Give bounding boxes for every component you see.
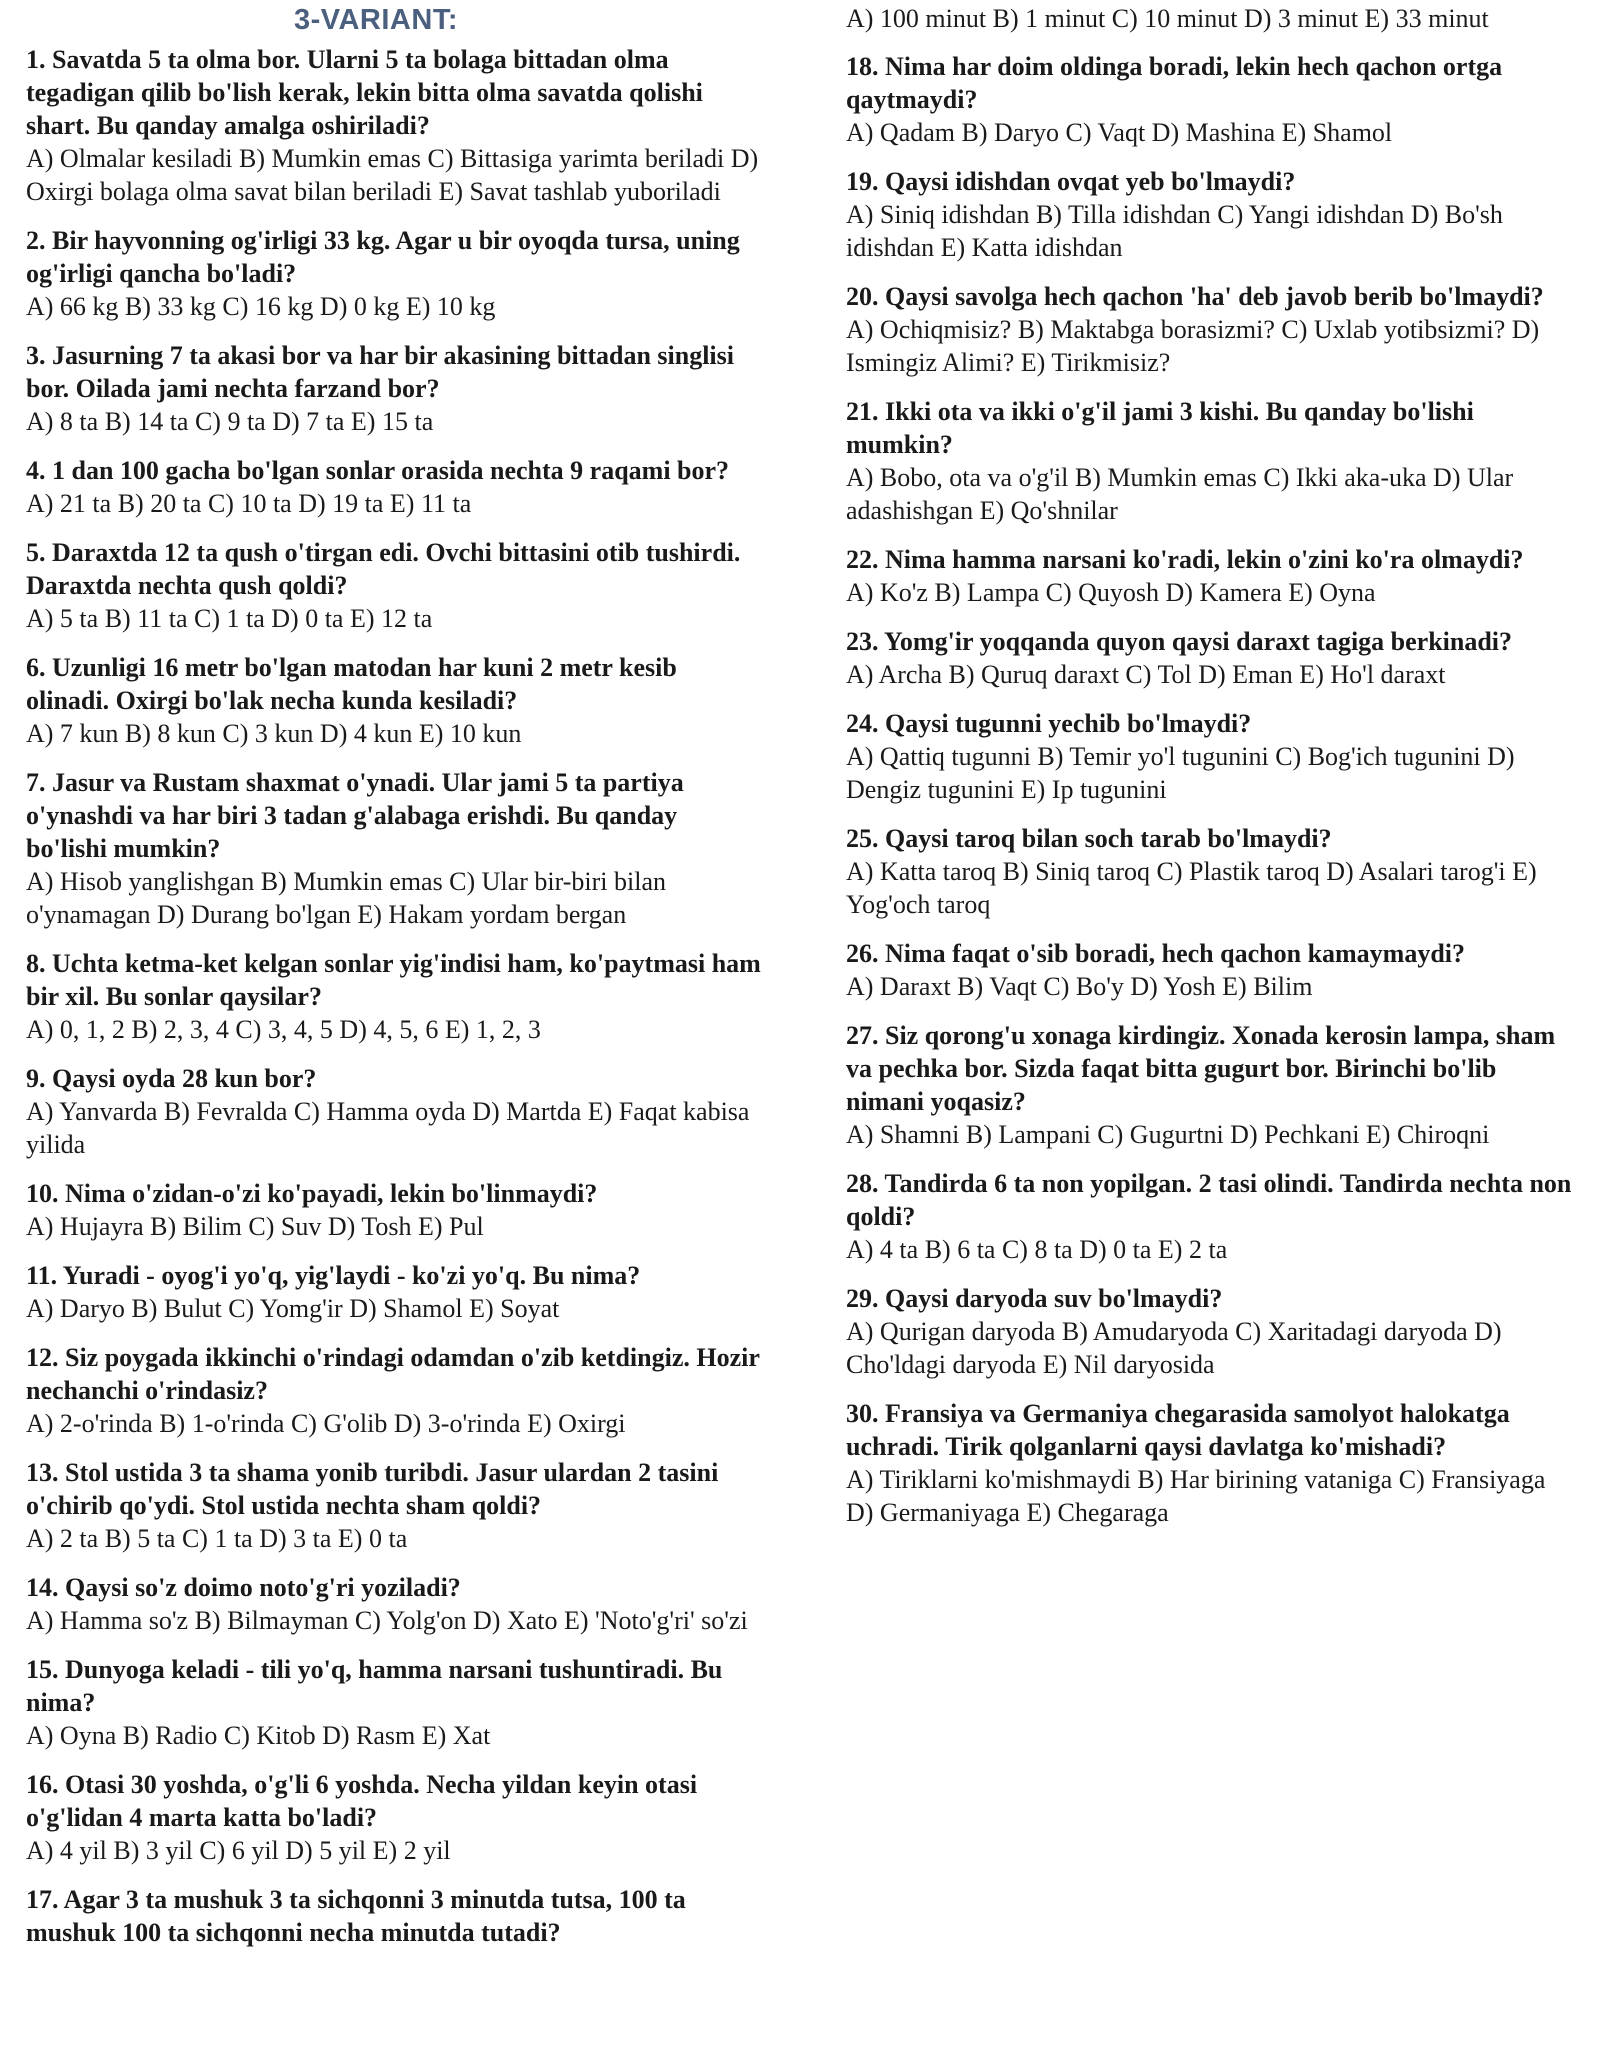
answer-options: A) Hisob yanglishgan B) Mumkin emas C) Ular bir-biri bilan o'ynamagan D) Durang bo'lgan E) Hakam yordam bergan [26, 867, 666, 929]
question-text: 15. Dunyoga keladi - tili yo'q, hamma narsani tushuntiradi. Bu nima? [26, 1655, 723, 1717]
question-text: 5. Daraxtda 12 ta qush o'tirgan edi. Ovchi bittasini otib tushirdi. Daraxtda nechta qush qoldi? [26, 538, 741, 600]
answer-options: A) Qurigan daryoda B) Amudaryoda C) Xaritadagi daryoda D) Cho'ldagi daryoda E) Nil daryosida [846, 1317, 1502, 1379]
answer-options: A) Daryo B) Bulut C) Yomg'ir D) Shamol E) Soyat [26, 1294, 560, 1323]
question-block [26, 1062, 762, 1161]
question-block [846, 165, 1576, 264]
question-text: 7. Jasur va Rustam shaxmat o'ynadi. Ular jami 5 ta partiya o'ynashdi va har biri 3 tadan g'alabaga erishdi. Bu qanday bo'lishi mumkin? [26, 768, 684, 863]
question-text: 27. Siz qorong'u xonaga kirdingiz. Xonada kerosin lampa, sham va pechka bor. Sizda faqat bitta gugurt bor. Birinchi bo'lib nimani yoqasiz? [846, 1021, 1556, 1116]
question-text: 30. Fransiya va Germaniya chegarasida samolyot halokatga uchradi. Tirik qolganlarni qaysi davlatga ko'mishadi? [846, 1399, 1510, 1461]
answer-options: A) Qattiq tugunni B) Temir yo'l tugunini C) Bog'ich tugunini D) Dengiz tugunini E) Ip tugunini [846, 742, 1515, 804]
question-block [846, 1282, 1576, 1381]
question-block [26, 224, 762, 323]
question-block [26, 1259, 762, 1325]
question-text: 16. Otasi 30 yoshda, o'g'li 6 yoshda. Necha yildan keyin otasi o'g'lidan 4 marta katta bo'ladi? [26, 1770, 698, 1832]
answer-options: A) Siniq idishdan B) Tilla idishdan C) Yangi idishdan D) Bo'sh idishdan E) Katta idishdan [846, 200, 1503, 262]
question-text: 25. Qaysi taroq bilan soch tarab bo'lmaydi? [846, 824, 1332, 853]
page-title: 3-VARIANT: [294, 4, 458, 36]
answer-options: A) 4 ta B) 6 ta C) 8 ta D) 0 ta E) 2 ta [846, 1235, 1228, 1264]
answer-options: A) Daraxt B) Vaqt C) Bo'y D) Yosh E) Bilim [846, 972, 1313, 1001]
question-block [26, 536, 762, 635]
answer-options: A) 7 kun B) 8 kun C) 3 kun D) 4 kun E) 10 kun [26, 719, 522, 748]
question-block [846, 625, 1576, 691]
question-text: 2. Bir hayvonning og'irligi 33 kg. Agar u bir oyoqda tursa, uning og'irligi qancha bo'ladi? [26, 226, 740, 288]
question-17-options-continued: A) 100 minut B) 1 minut C) 10 minut D) 3 minut E) 33 minut [846, 4, 1489, 33]
question-block [846, 1167, 1576, 1266]
answer-options: A) 2-o'rinda B) 1-o'rinda C) G'olib D) 3-o'rinda E) Oxirgi [26, 1409, 626, 1438]
question-text: 10. Nima o'zidan-o'zi ko'payadi, lekin bo'linmaydi? [26, 1179, 598, 1208]
answer-options: A) Tiriklarni ko'mishmaydi B) Har birining vataniga C) Fransiyaga D) Germaniyaga E) Chegaraga [846, 1465, 1546, 1527]
question-list-left [26, 43, 762, 1949]
question-text: 14. Qaysi so'z doimo noto'g'ri yoziladi? [26, 1573, 461, 1602]
question-text: 26. Nima faqat o'sib boradi, hech qachon kamaymaydi? [846, 939, 1466, 968]
question-text: 6. Uzunligi 16 metr bo'lgan matodan har kuni 2 metr kesib olinadi. Oxirgi bo'lak necha kunda kesiladi? [26, 653, 677, 715]
question-text: 4. 1 dan 100 gacha bo'lgan sonlar orasida nechta 9 raqami bor? [26, 456, 730, 485]
question-text: 21. Ikki ota va ikki o'g'il jami 3 kishi. Bu qanday bo'lishi mumkin? [846, 397, 1474, 459]
question-block [26, 1177, 762, 1243]
question-block [26, 1456, 762, 1555]
question-text: 8. Uchta ketma-ket kelgan sonlar yig'indisi ham, ko'paytmasi ham bir xil. Bu sonlar qaysilar? [26, 949, 761, 1011]
question-block [26, 1883, 762, 1949]
answer-options: A) Oyna B) Radio C) Kitob D) Rasm E) Xat [26, 1721, 491, 1750]
question-text: 29. Qaysi daryoda suv bo'lmaydi? [846, 1284, 1223, 1313]
answer-options: A) Ochiqmisiz? B) Maktabga borasizmi? C) Uxlab yotibsizmi? D) Ismingiz Alimi? E) Tirikmisiz? [846, 315, 1540, 377]
question-text: 11. Yuradi - oyog'i yo'q, yig'laydi - ko'zi yo'q. Bu nima? [26, 1261, 641, 1290]
answer-options: A) 0, 1, 2 B) 2, 3, 4 C) 3, 4, 5 D) 4, 5, 6 E) 1, 2, 3 [26, 1015, 541, 1044]
question-text: 18. Nima har doim oldinga boradi, lekin hech qachon ortga qaytmaydi? [846, 52, 1503, 114]
question-block [846, 707, 1576, 806]
question-text: 3. Jasurning 7 ta akasi bor va har bir akasining bittadan singlisi bor. Oilada jami nechta farzand bor? [26, 341, 734, 403]
answer-options: A) 21 ta B) 20 ta C) 10 ta D) 19 ta E) 11 ta [26, 489, 472, 518]
question-block [26, 1768, 762, 1867]
question-block [26, 766, 762, 931]
answer-options: A) 4 yil B) 3 yil C) 6 yil D) 5 yil E) 2 yil [26, 1836, 451, 1865]
answer-options: A) 66 kg B) 33 kg C) 16 kg D) 0 kg E) 10 kg [26, 292, 496, 321]
answer-options: A) Qadam B) Daryo C) Vaqt D) Mashina E) Shamol [846, 118, 1393, 147]
question-block [846, 543, 1576, 609]
right-column [846, 0, 1576, 1545]
question-block [846, 937, 1576, 1003]
answer-options: A) Hamma so'z B) Bilmayman C) Yolg'on D) Xato E) 'Noto'g'ri' so'zi [26, 1606, 748, 1635]
question-text: 23. Yomg'ir yoqqanda quyon qaysi daraxt tagiga berkinadi? [846, 627, 1513, 656]
answer-options: A) Archa B) Quruq daraxt C) Tol D) Eman E) Ho'l daraxt [846, 660, 1446, 689]
left-column [26, 0, 762, 1949]
answer-options: A) 8 ta B) 14 ta C) 9 ta D) 7 ta E) 15 ta [26, 407, 434, 436]
question-text: 20. Qaysi savolga hech qachon 'ha' deb javob berib bo'lmaydi? [846, 282, 1544, 311]
question-block [26, 1571, 762, 1637]
answer-options: A) Shamni B) Lampani C) Gugurtni D) Pechkani E) Chiroqni [846, 1120, 1490, 1149]
answer-options: A) Bobo, ota va o'g'il B) Mumkin emas C) Ikki aka-uka D) Ular adashishgan E) Qo'shnilar [846, 463, 1514, 525]
question-block [846, 1397, 1576, 1529]
question-block [846, 50, 1576, 149]
question-text: 19. Qaysi idishdan ovqat yeb bo'lmaydi? [846, 167, 1296, 196]
question-block [26, 1341, 762, 1440]
answer-options: A) Katta taroq B) Siniq taroq C) Plastik taroq D) Asalari tarog'i E) Yog'och taroq [846, 857, 1537, 919]
question-block [846, 395, 1576, 527]
question-text: 28. Tandirda 6 ta non yopilgan. 2 tasi olindi. Tandirda nechta non qoldi? [846, 1169, 1572, 1231]
question-text: 22. Nima hamma narsani ko'radi, lekin o'zini ko'ra olmaydi? [846, 545, 1524, 574]
question-list-right [846, 50, 1576, 1529]
question-text: 1. Savatda 5 ta olma bor. Ularni 5 ta bolaga bittadan olma tegadigan qilib bo'lish kerak, lekin bitta olma savatda qolishi shart. Bu qanday amalga oshiriladi? [26, 45, 703, 140]
answer-options: A) 5 ta B) 11 ta C) 1 ta D) 0 ta E) 12 ta [26, 604, 433, 633]
question-text: 12. Siz poygada ikkinchi o'rindagi odamdan o'zib ketdingiz. Hozir nechanchi o'rindasiz? [26, 1343, 760, 1405]
question-block [26, 454, 762, 520]
question-block [26, 339, 762, 438]
question-block [846, 1019, 1576, 1151]
answer-options: A) Hujayra B) Bilim C) Suv D) Tosh E) Pul [26, 1212, 484, 1241]
question-block [846, 822, 1576, 921]
question-text: 13. Stol ustida 3 ta shama yonib turibdi. Jasur ulardan 2 tasini o'chirib qo'ydi. Stol ustida nechta sham qoldi? [26, 1458, 719, 1520]
question-block [26, 43, 762, 208]
answer-options: A) Yanvarda B) Fevralda C) Hamma oyda D) Martda E) Faqat kabisa yilida [26, 1097, 750, 1159]
question-block [26, 1653, 762, 1752]
question-text: 17. Agar 3 ta mushuk 3 ta sichqonni 3 minutda tutsa, 100 ta mushuk 100 ta sichqonni necha minutda tutadi? [26, 1885, 686, 1947]
question-block [846, 280, 1576, 379]
question-block [26, 947, 762, 1046]
question-text: 9. Qaysi oyda 28 kun bor? [26, 1064, 317, 1093]
question-block [26, 651, 762, 750]
question-text: 24. Qaysi tugunni yechib bo'lmaydi? [846, 709, 1252, 738]
answer-options: A) Olmalar kesiladi B) Mumkin emas C) Bittasiga yarimta beriladi D) Oxirgi bolaga olma savat bilan beriladi E) Savat tashlab yuboriladi [26, 144, 759, 206]
answer-options: A) Ko'z B) Lampa C) Quyosh D) Kamera E) Oyna [846, 578, 1376, 607]
answer-options: A) 2 ta B) 5 ta C) 1 ta D) 3 ta E) 0 ta [26, 1524, 408, 1553]
